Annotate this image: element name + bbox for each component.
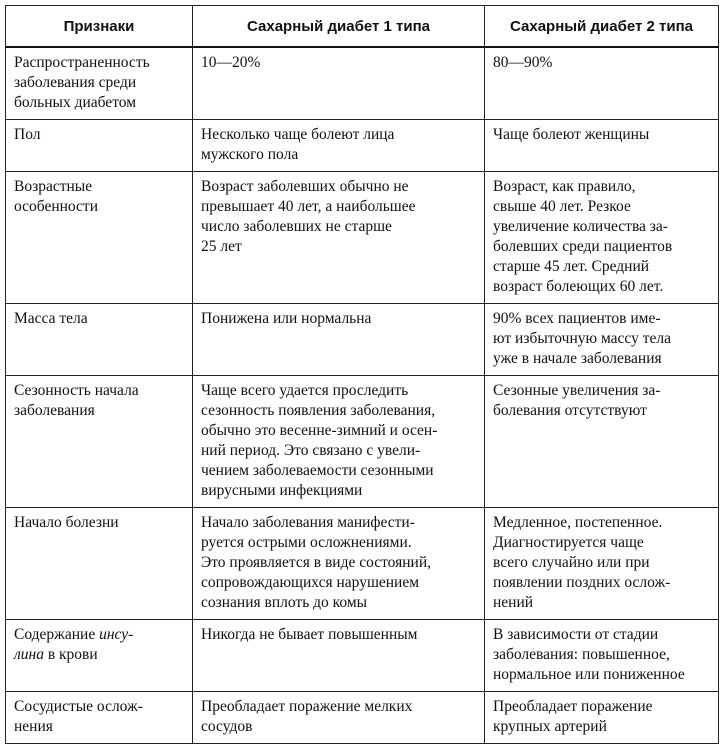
text-line: болевания отсутствуют — [493, 402, 647, 419]
text-line: Медленное, постепенное. — [493, 514, 663, 531]
text-line: В зависимости от стадии — [493, 626, 659, 643]
feature-cell — [6, 692, 193, 744]
text-line: Пол — [14, 126, 41, 143]
text-line: появлении поздних ослож- — [493, 574, 671, 591]
type2-cell — [485, 304, 719, 376]
text-line: Возраст заболевших обычно не — [201, 178, 409, 195]
type2-cell — [485, 120, 719, 172]
text-line: старше 45 лет. Средний — [493, 258, 650, 275]
feature-cell — [6, 620, 193, 692]
type1-cell — [193, 692, 485, 744]
type2-cell — [485, 620, 719, 692]
text-line: крупных артерий — [493, 718, 607, 735]
type1-cell — [193, 508, 485, 620]
italic-term: инсу- — [99, 626, 134, 643]
text-line: Чаще всего удается проследить — [201, 382, 409, 399]
text-line: больных диабетом — [14, 94, 137, 111]
text-line: сознания вплоть до комы — [201, 594, 368, 611]
text-line: Сосудистые ослож- — [14, 698, 143, 715]
text-run: в крови — [43, 646, 98, 663]
header-type2: Сахарный диабет 2 типа — [485, 6, 719, 48]
text-line: возраст болеющих 60 лет. — [493, 278, 664, 295]
table-row — [6, 376, 719, 508]
table-header — [6, 6, 719, 48]
text-line: Преобладает поражение — [493, 698, 653, 715]
text-line: Преобладает поражение мелких — [201, 698, 413, 715]
feature-cell — [6, 304, 193, 376]
text-line: Сезонность начала — [14, 382, 139, 399]
text-line: вирусными инфекциями — [201, 482, 363, 499]
type2-cell — [485, 692, 719, 744]
text-line: увеличение количества за- — [493, 218, 668, 235]
table-row — [6, 304, 719, 376]
text-run: Содержание — [14, 626, 100, 643]
text-line — [14, 645, 185, 665]
type2-cell — [485, 47, 719, 120]
text-line: Чаще болеют женщины — [493, 126, 650, 143]
text-line: Сезонные увеличения за- — [493, 382, 661, 399]
type1-cell — [193, 120, 485, 172]
text-line: сосудов — [201, 718, 253, 735]
text-line: нормальное или пониженное — [493, 666, 685, 683]
table-row — [6, 47, 719, 120]
text-line: Начало заболевания манифести- — [201, 514, 415, 531]
text-line: мужского пола — [201, 146, 299, 163]
text-line: 90% всех пациентов име- — [493, 310, 661, 327]
italic-term: лина — [14, 646, 44, 663]
text-line: Возраст, как правило, — [493, 178, 636, 195]
feature-cell — [6, 172, 193, 304]
text-line: руется острыми осложнениями. — [201, 534, 412, 551]
text-line: Это проявляется в виде состояний, — [201, 554, 432, 571]
text-line: число заболевших не старше — [201, 218, 392, 235]
type1-cell — [193, 620, 485, 692]
table-row — [6, 620, 719, 692]
type1-cell — [193, 304, 485, 376]
type1-cell — [193, 172, 485, 304]
text-line — [14, 625, 185, 645]
header-row — [6, 6, 719, 48]
text-line: чением заболеваемости сезонными — [201, 462, 434, 479]
text-line: болевших среди пациентов — [493, 238, 673, 255]
text-line: сопровождающихся нарушением — [201, 574, 420, 591]
header-features: Признаки — [6, 6, 193, 48]
text-line: свыше 40 лет. Резкое — [493, 198, 631, 215]
text-line: всего случайно или при — [493, 554, 650, 571]
text-line: Масса тела — [14, 310, 88, 327]
type2-cell — [485, 172, 719, 304]
comparison-table — [5, 5, 719, 744]
text-line: превышает 40 лет, а наибольшее — [201, 198, 416, 215]
text-line: 80—90% — [493, 54, 553, 71]
text-line: заболевания — [14, 402, 95, 419]
text-line: Понижена или нормальна — [201, 310, 372, 327]
text-line: заболевания среди — [14, 74, 137, 91]
text-line: Никогда не бывает повышенным — [201, 626, 418, 643]
feature-cell — [6, 47, 193, 120]
table-row — [6, 172, 719, 304]
text-line: ют избыточную массу тела — [493, 330, 671, 347]
feature-cell — [6, 120, 193, 172]
type1-cell — [193, 47, 485, 120]
type2-cell — [485, 508, 719, 620]
text-line: заболевания: повышенное, — [493, 646, 670, 663]
text-line: 10—20% — [201, 54, 261, 71]
text-line: особенности — [14, 198, 99, 215]
text-line: Начало болезни — [14, 514, 119, 531]
feature-cell — [6, 376, 193, 508]
type1-cell — [193, 376, 485, 508]
text-line: нения — [14, 718, 53, 735]
text-line: 25 лет — [201, 238, 242, 255]
text-line: Распространенность — [14, 54, 150, 71]
feature-cell — [6, 508, 193, 620]
text-line: обычно это весенне-зимний и осен- — [201, 422, 438, 439]
document-page — [5, 5, 718, 744]
text-line: Возрастные — [14, 178, 93, 195]
table-row — [6, 120, 719, 172]
text-line: сезонность появления заболевания, — [201, 402, 436, 419]
text-line: Диагностируется чаще — [493, 534, 644, 551]
text-line: ний период. Это связано с увели- — [201, 442, 421, 459]
table-row — [6, 692, 719, 744]
type2-cell — [485, 376, 719, 508]
table-row — [6, 508, 719, 620]
text-line: Несколько чаще болеют лица — [201, 126, 395, 143]
text-line: нений — [493, 594, 534, 611]
text-line: уже в начале заболевания — [493, 350, 662, 367]
header-type1: Сахарный диабет 1 типа — [193, 6, 485, 48]
